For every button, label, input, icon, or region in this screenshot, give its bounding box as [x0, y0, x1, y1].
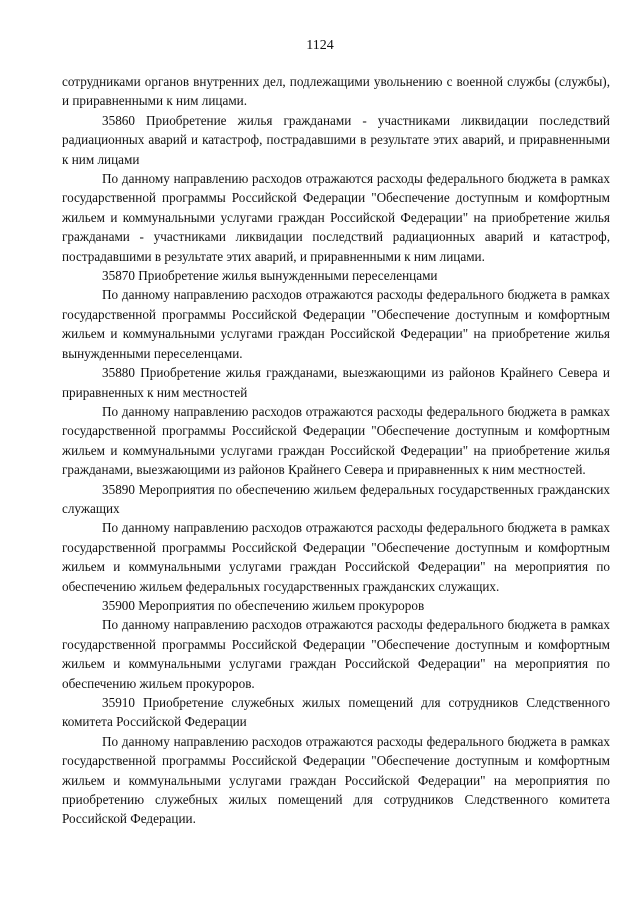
heading-35860: 35860 Приобретение жилья гражданами - участниками ликвидации последствий радиационных аварий и катастроф, пострадавшими в результате этих аварий, и приравненными к ним лицами [62, 112, 610, 167]
paragraph-35910-description: По данному направлению расходов отражаются расходы федерального бюджета в рамках государственной программы Российской Федерации "Обеспечение доступным и комфортным жильем и коммунальными услугами граждан Российской Федерации" на мероприятия по приобретению служебных жилых помещений для сотрудников Следственного комитета Российской Федерации. [62, 733, 610, 827]
paragraph-35870-description: По данному направлению расходов отражаются расходы федерального бюджета в рамках государственной программы Российской Федерации "Обеспечение доступным и комфортным жильем и коммунальными услугами граждан Российской Федерации" на приобретение жилья вынужденными переселенцами. [62, 287, 610, 361]
heading-35880: 35880 Приобретение жилья гражданами, выезжающими из районов Крайнего Севера и приравненных к ним местностей [62, 365, 610, 400]
heading-35900: 35900 Мероприятия по обеспечению жильем прокуроров [102, 597, 425, 613]
paragraph-35890-description: По данному направлению расходов отражаются расходы федерального бюджета в рамках государственной программы Российской Федерации "Обеспечение доступным и комфортным жильем и коммунальными услугами граждан Российской Федерации" на мероприятия по обеспечению жильем федеральных государственных гражданских служащих. [62, 520, 610, 594]
document-body [62, 72, 610, 829]
paragraph-35860-description: По данному направлению расходов отражаются расходы федерального бюджета в рамках государственной программы Российской Федерации "Обеспечение доступным и комфортным жильем и коммунальными услугами граждан Российской Федерации" на приобретение жилья гражданами - участниками ликвидации последствий радиационных аварий и катастроф, пострадавшими в результате этих аварий, и приравненными к ним лицами. [62, 171, 610, 264]
heading-35910: 35910 Приобретение служебных жилых помещений для сотрудников Следственного комитета Российской Федерации [62, 695, 610, 730]
paragraph-35880-description: По данному направлению расходов отражаются расходы федерального бюджета в рамках государственной программы Российской Федерации "Обеспечение доступным и комфортным жильем и коммунальными услугами граждан Российской Федерации" на приобретение жилья гражданами, выезжающими из районов Крайнего Севера и приравненных к ним местностей. [62, 403, 610, 478]
paragraph-continuation: сотрудниками органов внутренних дел, подлежащими увольнению с военной службы (службы), и приравненными к ним лицами. [62, 74, 610, 109]
heading-35870: 35870 Приобретение жилья вынужденными переселенцами [102, 268, 438, 284]
paragraph-35900-description: По данному направлению расходов отражаются расходы федерального бюджета в рамках государственной программы Российской Федерации "Обеспечение доступным и комфортным жильем и коммунальными услугами граждан Российской Федерации" на мероприятия по обеспечению жильем прокуроров. [62, 617, 610, 691]
heading-35890: 35890 Мероприятия по обеспечению жильем федеральных государственных гражданских служащих [62, 481, 610, 516]
page-number: 1124 [306, 38, 334, 53]
